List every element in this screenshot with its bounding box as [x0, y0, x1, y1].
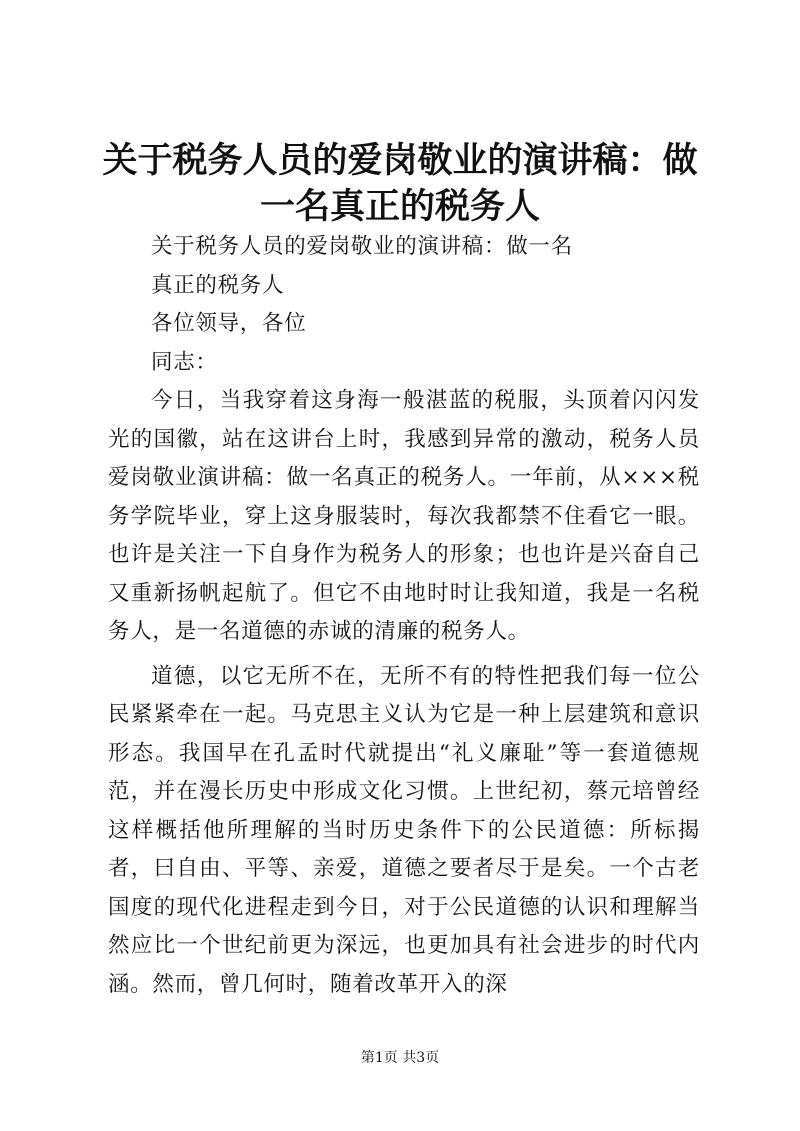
document-title: 关于税务人员的爱岗敬业的演讲稿：做一名真正的税务人 — [102, 140, 698, 227]
paragraph-body-1: 今日，当我穿着这身海一般湛蓝的税服，头顶着闪闪发光的国徽，站在这讲台上时，我感到异常的激动，税务人员爱岗敬业演讲稿：做一名真正的税务人。一年前，从×××税务学院毕业，穿上这身服装时，每次我都禁不住看它一眼。也许是关注一下自身作为税务人的形象；也也许是兴奋自己又重新扬帆起航了。但它不由地时时让我知道，我是一名税务人，是一名道德的赤诚的清廉的税务人。 — [108, 388, 700, 644]
paragraph-heading-line-2: 真正的税务人 — [151, 272, 285, 298]
paragraph-body-2: 道德，以它无所不在，无所不有的特性把我们每一位公民紧紧牵在一起。马克思主义认为它是一种上层建筑和意识形态。我国早在孔孟时代就提出“礼义廉耻”等一套道德规范，并在漫长历史中形成文化习惯。上世纪初，蔡元培曾经这样概括他所理解的当时历史条件下的公民道德：所标揭者，曰自由、平等、亲爱，道德之要者尽于是矣。一个古老国度的现代化进程走到今日，对于公民道德的认识和理解当然应比一个世纪前更为深远，也更加具有社会进步的时代内涵。然而，曾几何时，随着改革开入的深 — [108, 663, 700, 997]
page-footer: 第1页 共3页 — [360, 1050, 440, 1066]
paragraph-heading-line-1: 关于税务人员的爱岗敬业的演讲稿：做一名 — [151, 234, 573, 259]
paragraph-salutation-1: 各位领导，各位 — [151, 311, 307, 336]
paragraph-salutation-2: 同志： — [151, 349, 218, 375]
document-body — [108, 228, 700, 1004]
